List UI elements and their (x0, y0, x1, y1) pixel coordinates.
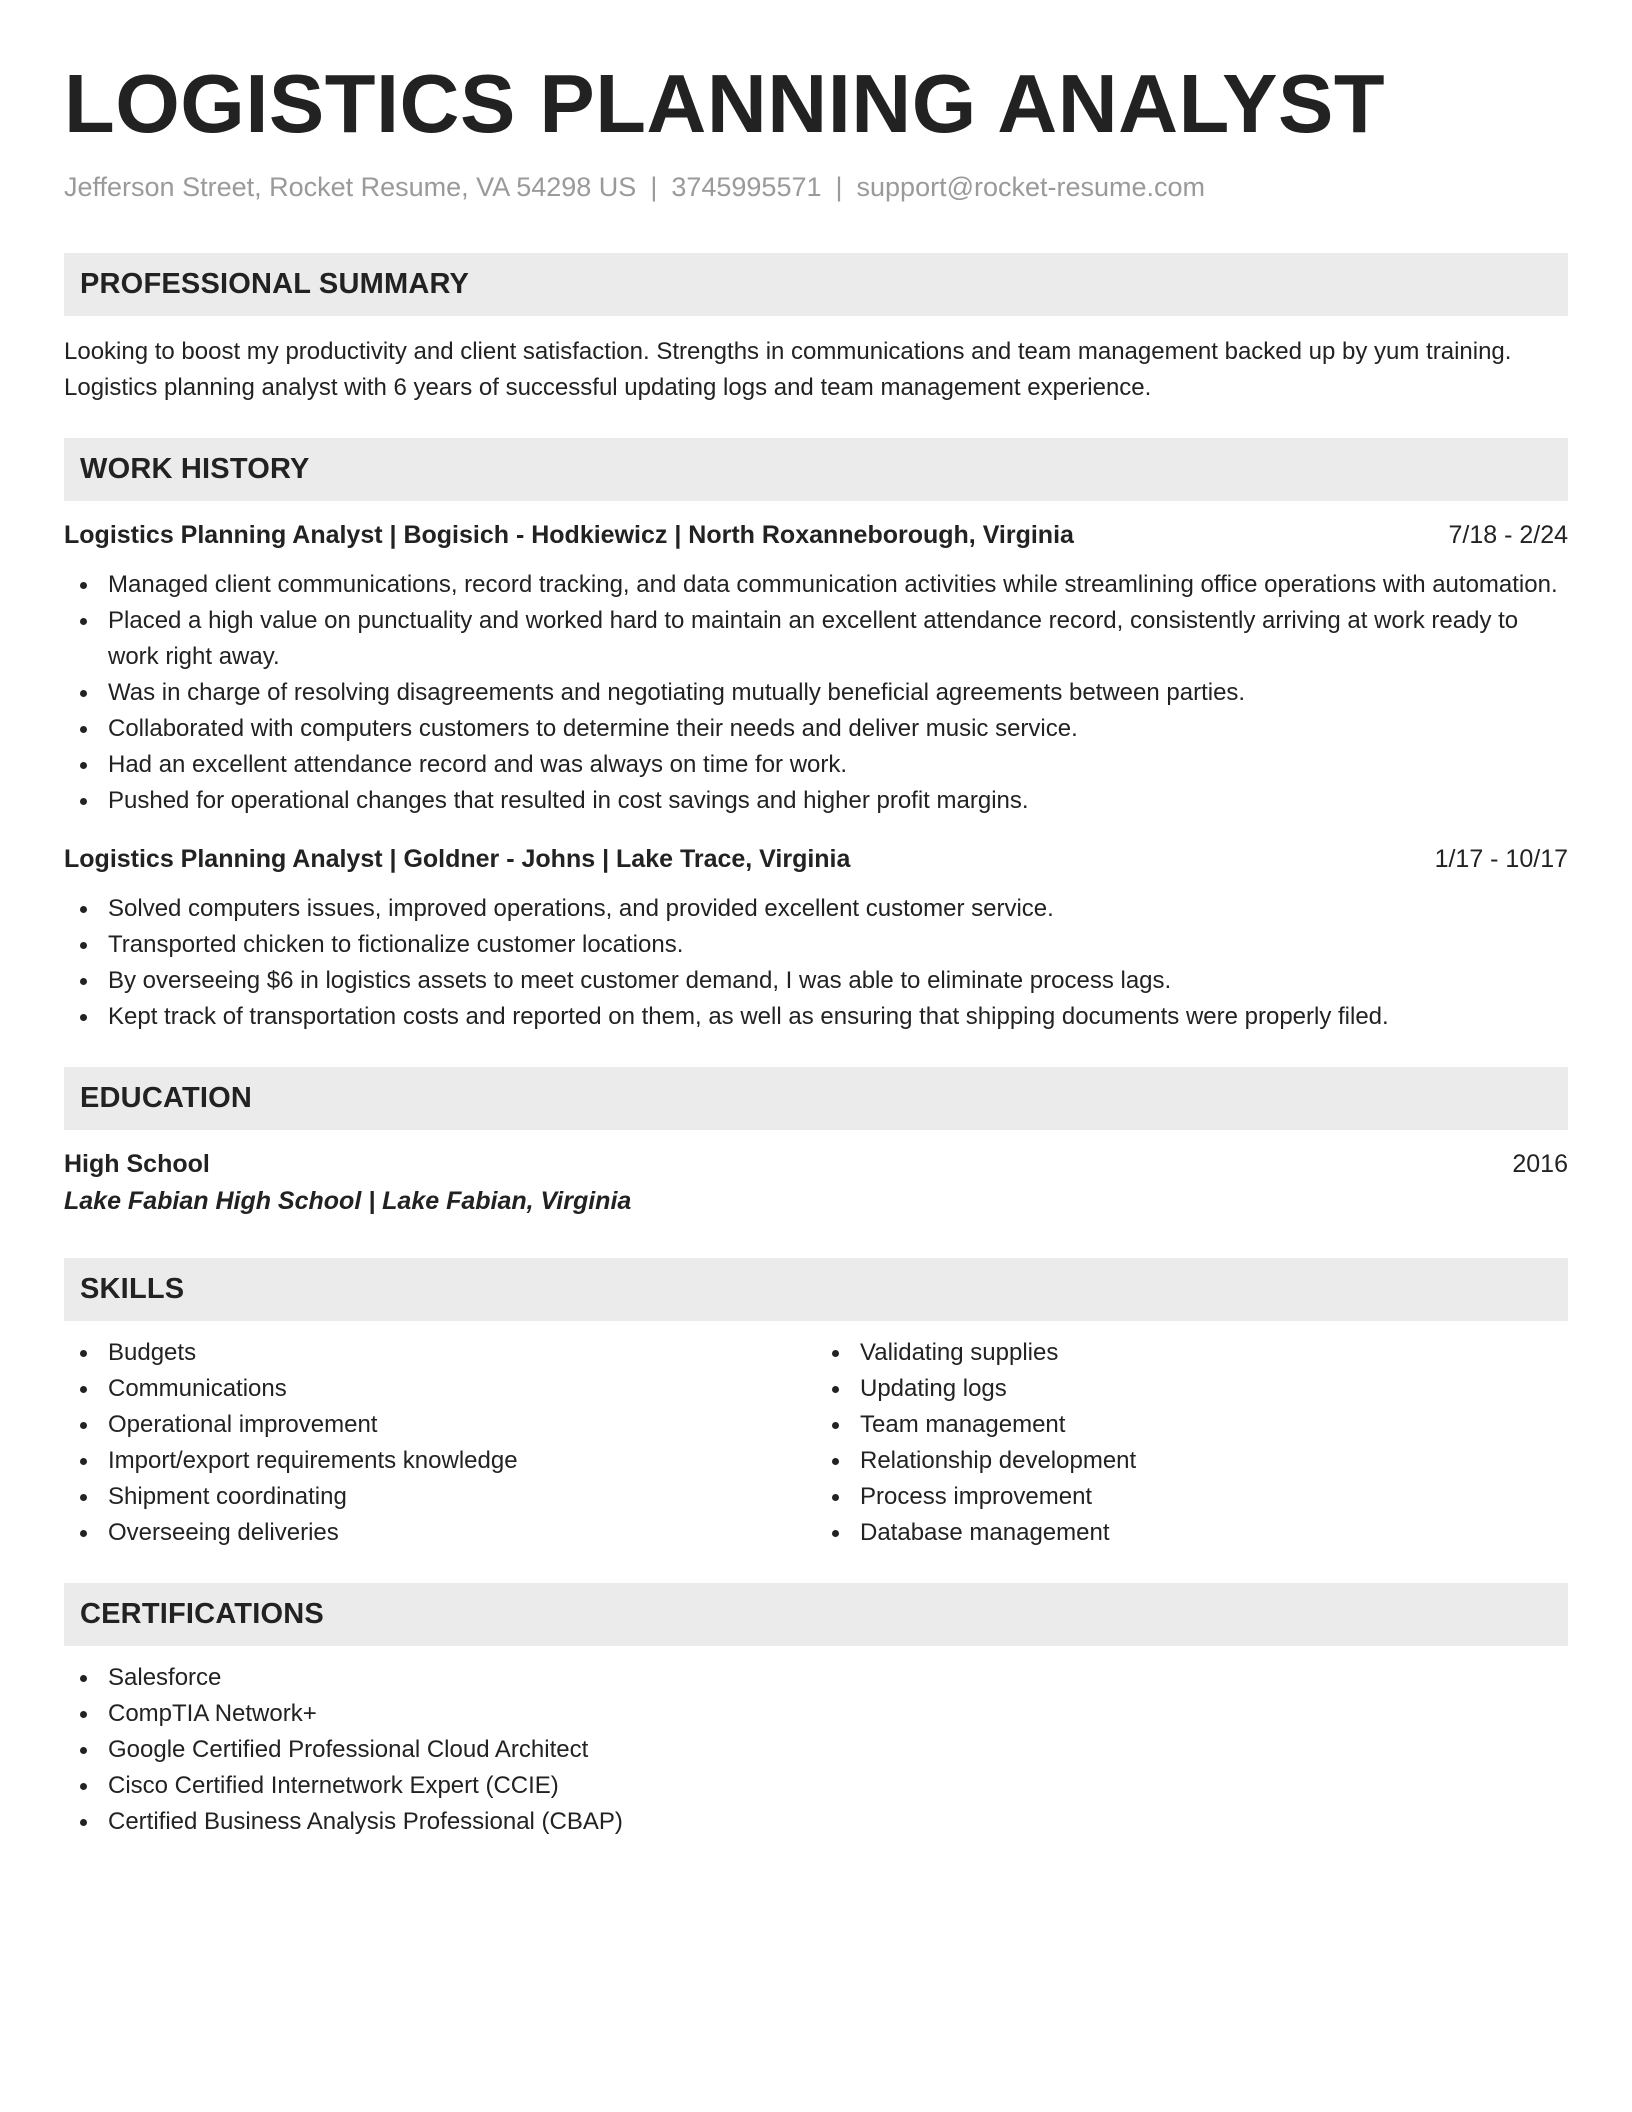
education-degree: High School (64, 1150, 210, 1179)
certification-item: Certified Business Analysis Professional (CBAP) (64, 1804, 1568, 1840)
skills-column-left (64, 1335, 816, 1551)
skill-item: Process improvement (816, 1479, 1568, 1515)
job-bullet: Collaborated with computers customers to determine their needs and deliver music service. (64, 711, 1568, 747)
skill-item: Relationship development (816, 1443, 1568, 1479)
education-school: Lake Fabian High School | Lake Fabian, Virginia (64, 1187, 632, 1216)
certification-item: Cisco Certified Internetwork Expert (CCIE) (64, 1768, 1568, 1804)
skills-grid (64, 1335, 1568, 1551)
skill-item: Operational improvement (64, 1407, 816, 1443)
contact-separator: | (650, 172, 658, 202)
skill-item: Shipment coordinating (64, 1479, 816, 1515)
skill-item: Communications (64, 1371, 816, 1407)
job-bullet: Pushed for operational changes that resulted in cost savings and higher profit margins. (64, 783, 1568, 819)
education-entry (64, 1146, 1568, 1220)
job-entry (64, 841, 1568, 1035)
summary-text: Looking to boost my productivity and client satisfaction. Strengths in communications and team management backed up by yum training. Logistics planning analyst with 6 years of successful updating logs and team management experience. (64, 338, 1512, 402)
job-bullets (64, 891, 1568, 1035)
job-bullet: By overseeing $6 in logistics assets to meet customer demand, I was able to eliminate process lags. (64, 963, 1568, 999)
section-header-education: EDUCATION (64, 1067, 1568, 1130)
contact-email: support@rocket-resume.com (856, 172, 1206, 202)
certification-item: Salesforce (64, 1660, 1568, 1696)
job-bullet: Managed client communications, record tracking, and data communication activities while streamlining office operations with automation. (64, 567, 1568, 603)
section-header-work-history: WORK HISTORY (64, 438, 1568, 501)
skill-item: Import/export requirements knowledge (64, 1443, 816, 1479)
skill-item: Updating logs (816, 1371, 1568, 1407)
contact-separator: | (835, 172, 843, 202)
job-entry (64, 517, 1568, 819)
skills-column-right (816, 1335, 1568, 1551)
skill-item: Overseeing deliveries (64, 1515, 816, 1551)
skills-list (64, 1335, 816, 1551)
education-year: 2016 (1512, 1150, 1568, 1179)
skill-item: Budgets (64, 1335, 816, 1371)
skill-item: Database management (816, 1515, 1568, 1551)
education-header (64, 1146, 1568, 1183)
job-bullet: Was in charge of resolving disagreements and negotiating mutually beneficial agreements between parties. (64, 675, 1568, 711)
job-bullet: Placed a high value on punctuality and worked hard to maintain an excellent attendance record, consistently arriving at work ready to work right away. (64, 603, 1568, 675)
section-header-summary: PROFESSIONAL SUMMARY (64, 253, 1568, 316)
job-header (64, 841, 1568, 877)
contact-address: Jefferson Street, Rocket Resume, VA 54298 US (64, 172, 637, 202)
job-header (64, 517, 1568, 553)
job-title: Logistics Planning Analyst | Goldner - Johns | Lake Trace, Virginia (64, 845, 851, 874)
contact-phone: 3745995571 (671, 172, 822, 202)
job-title: Logistics Planning Analyst | Bogisich - Hodkiewicz | North Roxanneborough, Virginia (64, 521, 1074, 550)
job-bullet: Transported chicken to fictionalize customer locations. (64, 927, 1568, 963)
section-header-skills: SKILLS (64, 1258, 1568, 1321)
skill-item: Validating supplies (816, 1335, 1568, 1371)
job-bullet: Kept track of transportation costs and reported on them, as well as ensuring that shipping documents were properly filed. (64, 999, 1568, 1035)
job-bullet: Had an excellent attendance record and was always on time for work. (64, 747, 1568, 783)
job-bullet: Solved computers issues, improved operations, and provided excellent customer service. (64, 891, 1568, 927)
certification-item: Google Certified Professional Cloud Architect (64, 1732, 1568, 1768)
contact-line (64, 171, 1568, 203)
skill-item: Team management (816, 1407, 1568, 1443)
candidate-name: LOGISTICS PLANNING ANALYST (64, 57, 1386, 150)
certification-item: CompTIA Network+ (64, 1696, 1568, 1732)
section-header-certifications: CERTIFICATIONS (64, 1583, 1568, 1646)
job-dates: 1/17 - 10/17 (1434, 845, 1568, 874)
job-bullets (64, 567, 1568, 819)
certifications-list (64, 1660, 1568, 1840)
job-dates: 7/18 - 2/24 (1448, 521, 1568, 550)
skills-list (816, 1335, 1568, 1551)
